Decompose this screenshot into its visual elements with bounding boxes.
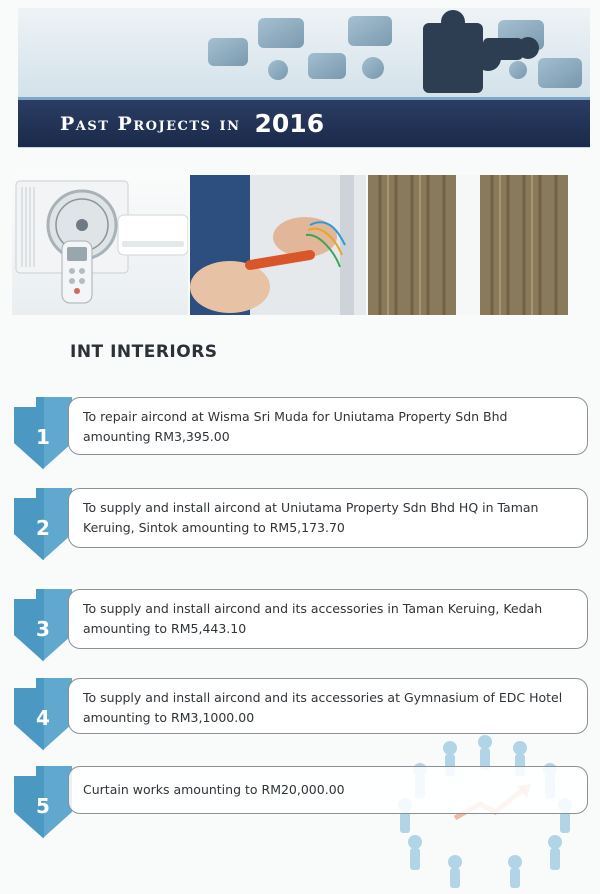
project-number: 4: [36, 706, 50, 730]
title-bar: [18, 97, 590, 147]
photo-strip: [12, 175, 592, 315]
project-number: 2: [36, 516, 50, 540]
project-text: To repair aircond at Wisma Sri Muda for Uniutama Property Sdn Bhd amounting RM3,395.00: [83, 409, 508, 444]
project-number: 3: [36, 617, 50, 641]
curtain-photo: [368, 175, 568, 315]
project-text: To supply and install aircond at Uniutama Property Sdn Bhd HQ in Taman Keruing, Sintok amounting to RM5,173.70: [83, 500, 539, 535]
project-number: 5: [36, 794, 50, 818]
page-title: Past Projects in: [60, 112, 241, 135]
project-text: To supply and install aircond and its accessories in Taman Keruing, Kedah amounting to RM5,443.10: [83, 601, 543, 636]
project-box: [68, 678, 588, 734]
wiring-photo: [190, 175, 366, 315]
puzzle-image: [198, 8, 590, 108]
project-text: Curtain works amounting to RM20,000.00: [83, 782, 345, 797]
project-box: [68, 397, 588, 455]
title-year: 2016: [254, 109, 325, 138]
project-number: 1: [36, 425, 50, 449]
project-text: To supply and install aircond and its accessories at Gymnasium of EDC Hotel amounting to RM3,1000.00: [83, 690, 563, 725]
project-box: [68, 589, 588, 649]
aircond-photo: [12, 175, 188, 315]
project-box: [68, 766, 588, 814]
section-title: INT INTERIORS: [70, 342, 218, 362]
project-box: [68, 488, 588, 548]
